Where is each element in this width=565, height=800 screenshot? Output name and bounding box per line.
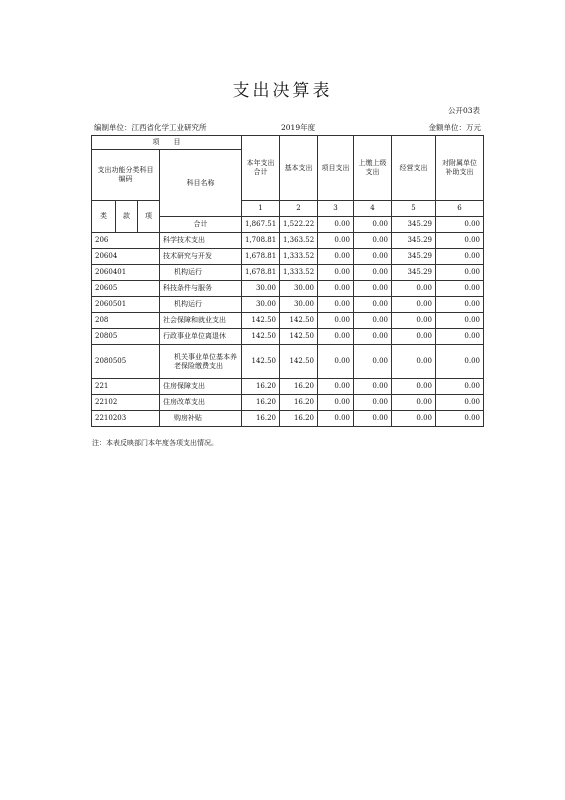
row-value: 0.00 <box>392 297 436 313</box>
row-value: 0.00 <box>318 379 354 395</box>
row-value: 0.00 <box>318 265 354 281</box>
row-code: 2080505 <box>92 345 160 379</box>
table-row <box>92 265 484 281</box>
col-header-operating: 经营支出 <box>392 136 436 201</box>
row-value: 1,708.81 <box>242 233 280 249</box>
row-value: 0.00 <box>318 297 354 313</box>
row-value: 0.00 <box>318 281 354 297</box>
row-value: 0.00 <box>318 395 354 411</box>
row-value: 0.00 <box>436 281 484 297</box>
row-code: 2060401 <box>92 265 160 281</box>
row-code: 206 <box>92 233 160 249</box>
row-value: 0.00 <box>392 395 436 411</box>
table-row <box>92 395 484 411</box>
row-value: 16.20 <box>280 395 318 411</box>
row-name: 住房改革支出 <box>160 395 242 411</box>
col-header-subsidiary: 对附属单位补助支出 <box>436 136 484 201</box>
reporting-unit: 编制单位：江西省化学工业研究所 <box>94 123 207 132</box>
row-value: 142.50 <box>280 345 318 379</box>
row-name: 科技条件与服务 <box>160 281 242 297</box>
row-value: 0.00 <box>354 265 392 281</box>
table-row <box>92 249 484 265</box>
table-row <box>92 345 484 379</box>
row-value: 0.00 <box>354 313 392 329</box>
total-value: 1,867.51 <box>242 217 280 233</box>
table-row <box>92 379 484 395</box>
col-number: 6 <box>436 201 484 217</box>
row-code: 22102 <box>92 395 160 411</box>
row-value: 0.00 <box>354 281 392 297</box>
row-code: 20605 <box>92 281 160 297</box>
row-name: 机构运行 <box>160 297 242 313</box>
total-label: 合计 <box>160 217 242 233</box>
row-value: 1,678.81 <box>242 265 280 281</box>
page-title: 支出决算表 <box>232 81 333 101</box>
row-value: 142.50 <box>242 345 280 379</box>
total-value: 0.00 <box>354 217 392 233</box>
table-row <box>92 329 484 345</box>
project-header: 项 目 <box>92 136 242 150</box>
col-number: 5 <box>392 201 436 217</box>
total-value: 345.29 <box>392 217 436 233</box>
row-value: 142.50 <box>242 329 280 345</box>
row-value: 1,678.81 <box>242 249 280 265</box>
fiscal-year: 2019年度 <box>281 123 316 132</box>
total-value: 1,522.22 <box>280 217 318 233</box>
table-row <box>92 411 484 427</box>
row-code: 208 <box>92 313 160 329</box>
row-value: 0.00 <box>436 411 484 427</box>
row-value: 0.00 <box>392 379 436 395</box>
row-value: 0.00 <box>318 329 354 345</box>
row-value: 0.00 <box>354 379 392 395</box>
row-value: 1,333.52 <box>280 249 318 265</box>
total-value: 0.00 <box>436 217 484 233</box>
row-value: 0.00 <box>436 297 484 313</box>
col-header-total: 本年支出合计 <box>242 136 280 201</box>
row-value: 16.20 <box>280 411 318 427</box>
row-code: 20604 <box>92 249 160 265</box>
col-header-upper: 上缴上级支出 <box>354 136 392 201</box>
col-number: 4 <box>354 201 392 217</box>
row-name: 行政事业单位离退休 <box>160 329 242 345</box>
row-value: 142.50 <box>280 313 318 329</box>
header-row-project <box>92 136 484 150</box>
row-value: 16.20 <box>242 379 280 395</box>
row-value: 0.00 <box>392 411 436 427</box>
row-value: 142.50 <box>242 313 280 329</box>
row-value: 345.29 <box>392 233 436 249</box>
row-value: 0.00 <box>436 249 484 265</box>
table-row <box>92 297 484 313</box>
row-value: 0.00 <box>354 297 392 313</box>
row-name: 购房补贴 <box>160 411 242 427</box>
col-header-basic: 基本支出 <box>280 136 318 201</box>
row-code: 20805 <box>92 329 160 345</box>
row-value: 0.00 <box>318 233 354 249</box>
row-value: 0.00 <box>318 345 354 379</box>
row-name: 住房保障支出 <box>160 379 242 395</box>
col-number: 2 <box>280 201 318 217</box>
func-code-header: 支出功能分类科目编码 <box>92 150 160 201</box>
row-value: 0.00 <box>318 411 354 427</box>
row-value: 142.50 <box>280 329 318 345</box>
row-code: 2210203 <box>92 411 160 427</box>
row-code: 2060501 <box>92 297 160 313</box>
row-name: 机构运行 <box>160 265 242 281</box>
row-value: 345.29 <box>392 265 436 281</box>
table-row <box>92 313 484 329</box>
xiang-header: 项 <box>138 201 160 233</box>
row-value: 0.00 <box>354 345 392 379</box>
row-value: 0.00 <box>318 249 354 265</box>
row-value: 0.00 <box>354 329 392 345</box>
row-value: 30.00 <box>280 281 318 297</box>
row-value: 0.00 <box>354 233 392 249</box>
subject-name-header: 科目名称 <box>160 150 242 217</box>
row-value: 16.20 <box>242 411 280 427</box>
lei-header: 类 <box>92 201 116 233</box>
row-value: 1,363.52 <box>280 233 318 249</box>
row-value: 30.00 <box>280 297 318 313</box>
row-value: 345.29 <box>392 249 436 265</box>
row-value: 0.00 <box>436 395 484 411</box>
row-name: 社会保障和就业支出 <box>160 313 242 329</box>
row-name: 机关事业单位基本养老保险缴费支出 <box>160 345 242 379</box>
row-value: 1,333.52 <box>280 265 318 281</box>
row-value: 0.00 <box>392 329 436 345</box>
row-value: 0.00 <box>436 233 484 249</box>
row-value: 0.00 <box>318 313 354 329</box>
row-code: 221 <box>92 379 160 395</box>
row-name: 科学技术支出 <box>160 233 242 249</box>
row-name: 技术研究与开发 <box>160 249 242 265</box>
row-value: 30.00 <box>242 297 280 313</box>
col-number: 1 <box>242 201 280 217</box>
row-value: 0.00 <box>436 313 484 329</box>
row-value: 16.20 <box>280 379 318 395</box>
expenditure-table <box>91 135 484 427</box>
total-value: 0.00 <box>318 217 354 233</box>
table-row <box>92 233 484 249</box>
row-value: 0.00 <box>392 313 436 329</box>
row-value: 0.00 <box>392 281 436 297</box>
row-value: 30.00 <box>242 281 280 297</box>
table-note: 注：本表反映部门本年度各项支出情况。 <box>92 439 218 447</box>
row-value: 0.00 <box>354 249 392 265</box>
row-value: 0.00 <box>354 395 392 411</box>
row-value: 0.00 <box>354 411 392 427</box>
col-header-project: 项目支出 <box>318 136 354 201</box>
header-row-lanci <box>92 201 484 217</box>
row-value: 0.00 <box>436 345 484 379</box>
table-row <box>92 281 484 297</box>
row-value: 16.20 <box>242 395 280 411</box>
kuan-header: 款 <box>116 201 138 233</box>
row-value: 0.00 <box>436 329 484 345</box>
row-value: 0.00 <box>392 345 436 379</box>
col-number: 3 <box>318 201 354 217</box>
form-number: 公开03表 <box>447 106 480 115</box>
row-value: 0.00 <box>436 265 484 281</box>
currency-unit: 金额单位：万元 <box>428 123 481 132</box>
row-value: 0.00 <box>436 379 484 395</box>
